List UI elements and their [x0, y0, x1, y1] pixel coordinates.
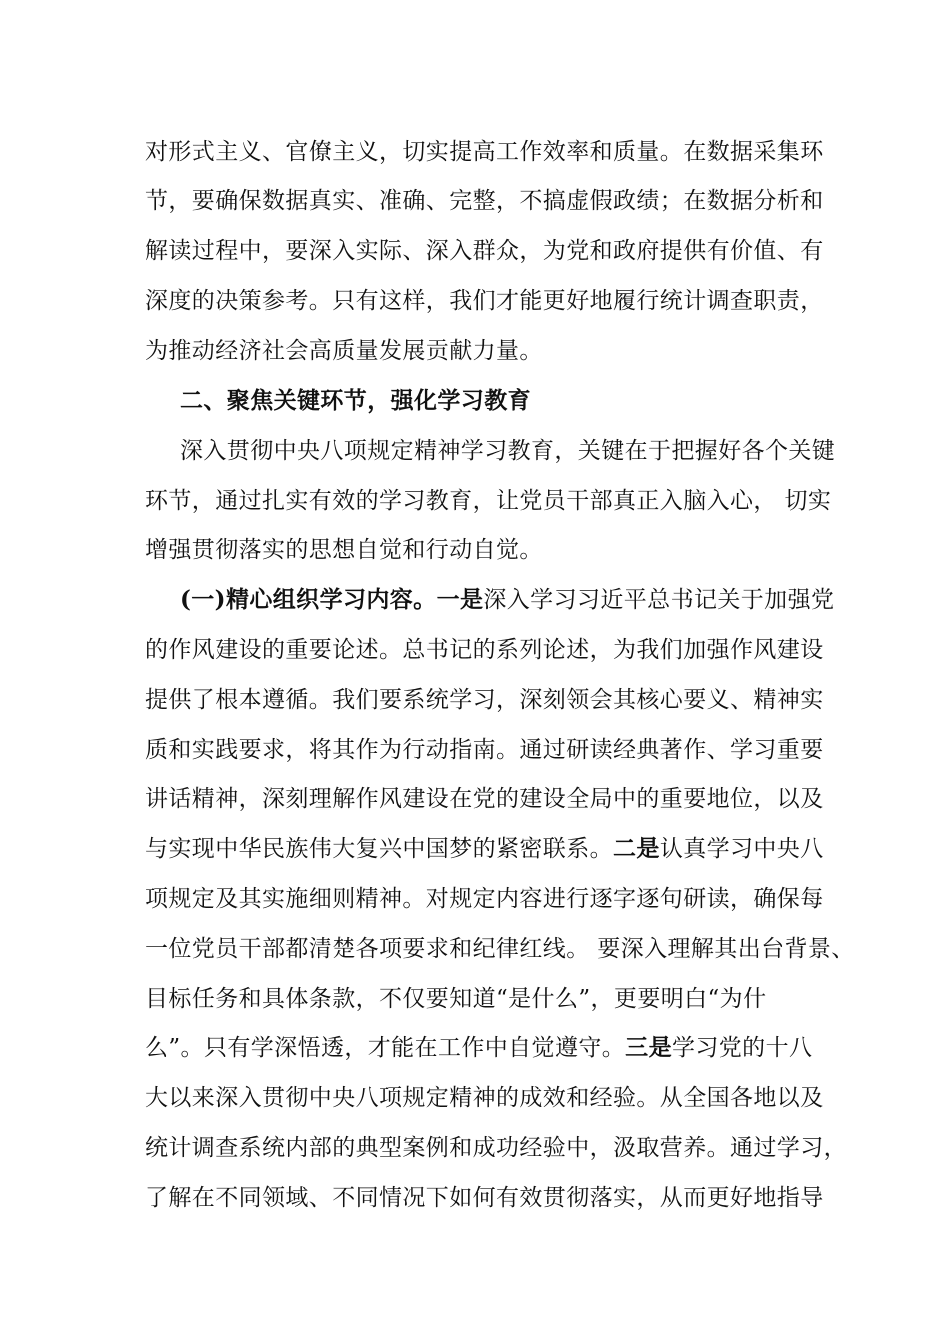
text-line: 大以来深入贯彻中央八项规定精神的成效和经验。从全国各地以及 [145, 1085, 824, 1111]
text-line: 目标任务和具体条款，不仅要知道“是什么”，更要明白“为什 [145, 986, 767, 1012]
text-line: 环节，通过扎实有效的学习教育，让党员干部真正入脑入心， 切实 [145, 488, 832, 514]
text-line: 节，要确保数据真实、准确、完整，不搞虚假政绩；在数据分析和 [145, 188, 824, 214]
text-line: 统计调查系统内部的典型案例和成功经验中，汲取营养。通过学习， [145, 1135, 847, 1161]
emphasis-label: 二是 [613, 835, 660, 862]
text-line: 质和实践要求，将其作为行动指南。通过研读经典著作、学习重要 [145, 737, 824, 763]
text-line: 对形式主义、官僚主义，切实提高工作效率和质量。在数据采集环 [145, 139, 824, 165]
text-line: 项规定及其实施细则精神。对规定内容进行逐字逐句研读，确保每 [145, 886, 824, 912]
text-line: 一位党员干部都清楚各项要求和纪律红线。 要深入理解其出台背景、 [145, 936, 855, 962]
section-heading: 二、聚焦关键环节，强化学习教育 [180, 387, 531, 414]
text-line: 了解在不同领域、不同情况下如何有效贯彻落实，从而更好地指导 [145, 1185, 824, 1211]
text-line: 讲话精神，深刻理解作风建设在党的建设全局中的重要地位，以及 [145, 786, 824, 812]
emphasis-label: 三是 [625, 1034, 672, 1061]
subsection-line: (一)精心组织学习内容。一是深入学习习近平总书记关于加强党 [180, 586, 835, 613]
text-line: 与实现中华民族伟大复兴中国梦的紧密联系。二是认真学习中央八 [145, 835, 824, 862]
text-line: 增强贯彻落实的思想自觉和行动自觉。 [145, 537, 543, 563]
text-line: 么”。只有学深悟透，才能在工作中自觉遵守。三是学习党的十八 [145, 1034, 813, 1061]
text-line: 为推动经济社会高质量发展贡献力量。 [145, 338, 543, 364]
subsection-heading: (一)精心组织学习内容。一是 [180, 586, 484, 613]
text-line: 深度的决策参考。只有这样，我们才能更好地履行统计调查职责， [145, 288, 824, 314]
text-line: 解读过程中，要深入实际、深入群众，为党和政府提供有价值、有 [145, 238, 824, 264]
text-line: 的作风建设的重要论述。总书记的系列论述，为我们加强作风建设 [145, 637, 824, 663]
text-line: 深入贯彻中央八项规定精神学习教育，关键在于把握好各个关键 [180, 438, 836, 464]
text-line: 提供了根本遵循。我们要系统学习，深刻领会其核心要义、精神实 [145, 687, 824, 713]
